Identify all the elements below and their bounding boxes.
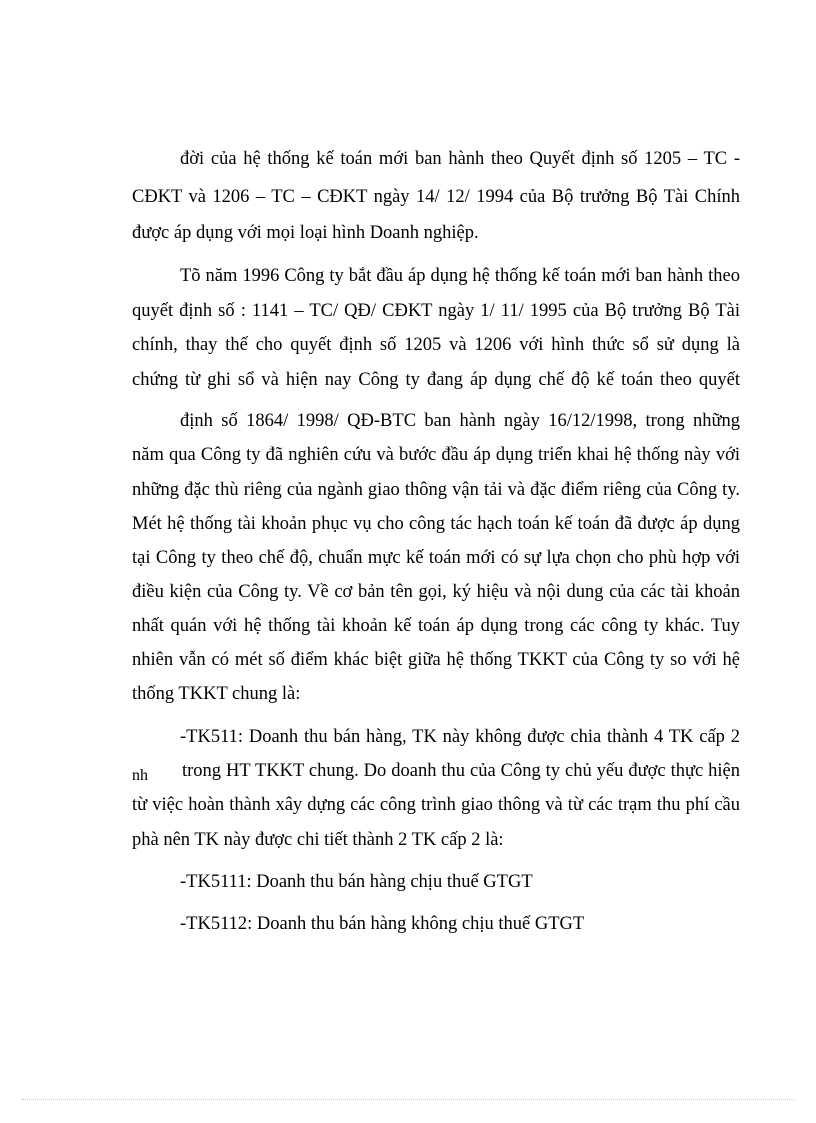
text-line: -TK511: Doanh thu bán hàng, TK này không được chia thành 4 TK cấp 2 — [180, 727, 740, 747]
text-line: từ việc hoàn thành xây dựng các công trình giao thông và từ các trạm thu phí cầu — [132, 795, 740, 815]
text-line: đời của hệ thống kế toán mới ban hành theo Quyết định số 1205 – TC - — [180, 149, 740, 169]
text-line: những đặc thù riêng của ngành giao thông vận tải và đặc điểm riêng của Công ty. — [132, 480, 740, 500]
text-line: chính, thay thế cho quyết định số 1205 và 1206 với hình thức sổ sử dụng là — [132, 335, 740, 355]
text-line: chứng từ ghi sổ và hiện nay Công ty đang áp dụng chế độ kế toán theo quyết — [132, 370, 740, 390]
text-line: Mét hệ thống tài khoản phục vụ cho công tác hạch toán kế toán đã được áp dụng — [132, 514, 740, 534]
text-line: Tõ năm 1996 Công ty bắt đầu áp dụng hệ thống kế toán mới ban hành theo — [180, 266, 740, 286]
text-fragment: nh — [132, 767, 148, 784]
text-line: năm qua Công ty đã nghiên cứu và bước đầu áp dụng triển khai hệ thống này với — [132, 445, 740, 465]
text-line: -TK5111: Doanh thu bán hàng chịu thuế GTGT — [180, 872, 533, 892]
page-footer-divider — [22, 1099, 794, 1100]
text-line: phà nên TK này được chi tiết thành 2 TK cấp 2 là: — [132, 830, 504, 850]
text-line: nhiên vẫn có mét số điểm khác biệt giữa hệ thống TKKT của Công ty so với hệ — [132, 650, 740, 670]
text-line: quyết định số : 1141 – TC/ QĐ/ CĐKT ngày 1/ 11/ 1995 của Bộ trưởng Bộ Tài — [132, 301, 740, 321]
text-line: định số 1864/ 1998/ QĐ-BTC ban hành ngày 16/12/1998, trong những — [180, 411, 740, 431]
text-line: nhất quán với hệ thống tài khoản kế toán áp dụng trong các công ty khác. Tuy — [132, 616, 740, 636]
text-line: -TK5112: Doanh thu bán hàng không chịu thuế GTGT — [180, 914, 585, 934]
text-line: được áp dụng với mọi loại hình Doanh nghiệp. — [132, 223, 479, 243]
text-line: CĐKT và 1206 – TC – CĐKT ngày 14/ 12/ 1994 của Bộ trưởng Bộ Tài Chính — [132, 187, 740, 207]
text-line: thống TKKT chung là: — [132, 684, 301, 704]
text-line: tại Công ty theo chế độ, chuẩn mực kế toán mới có sự lựa chọn cho phù hợp với — [132, 548, 740, 568]
text-line: điều kiện của Công ty. Về cơ bản tên gọi, ký hiệu và nội dung của các tài khoản — [132, 582, 740, 602]
text-line: trong HT TKKT chung. Do doanh thu của Công ty chủ yếu được thực hiện — [182, 761, 740, 781]
